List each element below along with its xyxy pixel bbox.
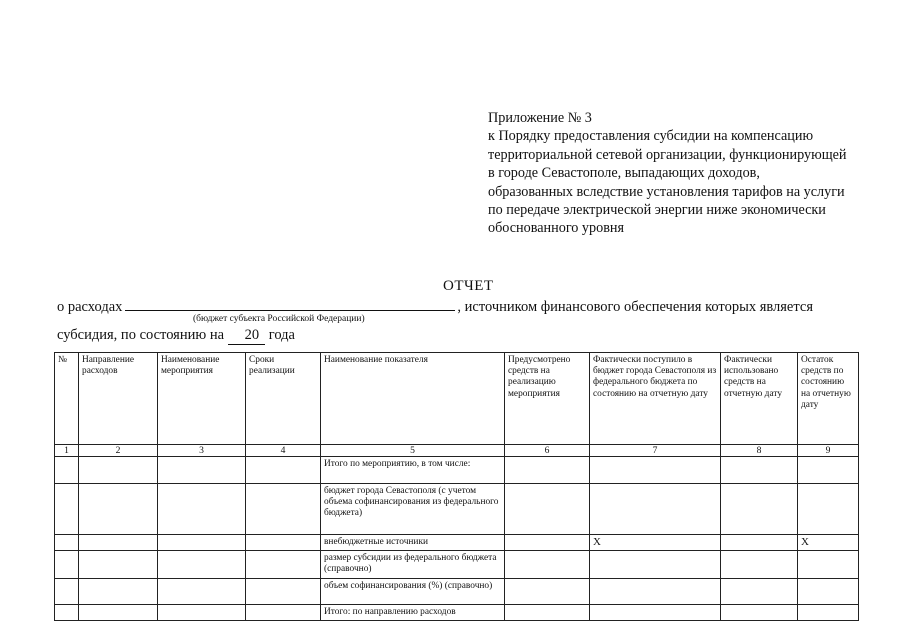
cell-planned: [505, 604, 590, 620]
cell-event-name: [158, 535, 246, 551]
column-number: 1: [55, 445, 79, 457]
appendix-line: территориальной сетевой организации, функционирующей: [488, 146, 847, 163]
report-expenses-line: [57, 296, 887, 316]
report-table: [54, 352, 859, 621]
column-number: 2: [79, 445, 158, 457]
cell-indicator: размер субсидии из федерального бюджета (справочно): [321, 551, 505, 578]
cell-used: [721, 535, 798, 551]
cell-number: [55, 551, 79, 578]
cell-planned: [505, 551, 590, 578]
cell-terms: [246, 578, 321, 604]
cell-planned: [505, 484, 590, 535]
cell-event-name: [158, 578, 246, 604]
column-number: 9: [798, 445, 859, 457]
expenses-prefix: о расходах: [57, 299, 123, 315]
cell-used: [721, 484, 798, 535]
cell-terms: [246, 535, 321, 551]
cell-indicator: объем софинансирования (%) (справочно): [321, 578, 505, 604]
cell-balance: [798, 604, 859, 620]
cell-balance: [798, 484, 859, 535]
table-row: [55, 535, 859, 551]
header-used: Фактически использовано средств на отчетную дату: [721, 353, 798, 445]
cell-direction: [79, 578, 158, 604]
year-suffix: года: [268, 327, 295, 343]
cell-used: [721, 604, 798, 620]
cell-direction: [79, 604, 158, 620]
cell-indicator: Итого по мероприятию, в том числе:: [321, 457, 505, 484]
column-number-row: [55, 445, 859, 457]
cell-received: X: [590, 535, 721, 551]
cell-number: [55, 578, 79, 604]
table-row: [55, 457, 859, 484]
cell-received: [590, 457, 721, 484]
column-number: 8: [721, 445, 798, 457]
appendix-line: образованных вследствие установления тарифов на услуги: [488, 183, 845, 200]
cell-number: [55, 484, 79, 535]
cell-received: [590, 484, 721, 535]
appendix-block: [488, 109, 898, 238]
header-direction: Направление расходов: [79, 353, 158, 445]
expenses-suffix: , источником финансового обеспечения которых является: [457, 299, 813, 315]
cell-indicator: внебюджетные источники: [321, 535, 505, 551]
cell-event-name: [158, 484, 246, 535]
header-planned: Предусмотрено средств на реализацию мероприятия: [505, 353, 590, 445]
header-terms: Сроки реализации: [246, 353, 321, 445]
cell-planned: [505, 578, 590, 604]
year-value: 20: [244, 327, 260, 343]
header-indicator: Наименование показателя: [321, 353, 505, 445]
cell-terms: [246, 604, 321, 620]
appendix-title: Приложение № 3: [488, 110, 592, 126]
column-number: 4: [246, 445, 321, 457]
cell-used: [721, 457, 798, 484]
cell-event-name: [158, 551, 246, 578]
header-balance: Остаток средств по состоянию на отчетную дату: [798, 353, 859, 445]
column-number: 5: [321, 445, 505, 457]
table-row: [55, 551, 859, 578]
cell-balance: [798, 578, 859, 604]
column-number: 6: [505, 445, 590, 457]
cell-used: [721, 551, 798, 578]
appendix-line: по передаче электрической энергии ниже экономически: [488, 202, 826, 219]
appendix-line: к Порядку предоставления субсидии на компенсацию: [488, 128, 814, 145]
cell-terms: [246, 484, 321, 535]
column-number: 7: [590, 445, 721, 457]
header-received: Фактически поступило в бюджет города Севастополя из федерального бюджета по состоянию на отчетную дату: [590, 353, 721, 445]
table-row: [55, 604, 859, 620]
cell-direction: [79, 535, 158, 551]
cell-received: [590, 604, 721, 620]
cell-received: [590, 578, 721, 604]
subsidy-prefix: субсидия, по состоянию на: [57, 327, 225, 343]
table-row: [55, 578, 859, 604]
cell-used: [721, 578, 798, 604]
cell-number: [55, 604, 79, 620]
cell-indicator: Итого: по направлению расходов: [321, 604, 505, 620]
header-event-name: Наименование мероприятия: [158, 353, 246, 445]
table-row: [55, 484, 859, 535]
column-number: 3: [158, 445, 246, 457]
cell-planned: [505, 535, 590, 551]
budget-blank: [125, 296, 455, 311]
year-field: [228, 327, 266, 345]
cell-terms: [246, 551, 321, 578]
appendix-line: обоснованного уровня: [488, 220, 625, 237]
cell-balance: X: [798, 535, 859, 551]
header-number: №: [55, 353, 79, 445]
cell-balance: [798, 551, 859, 578]
cell-planned: [505, 457, 590, 484]
cell-number: [55, 535, 79, 551]
report-title: ОТЧЕТ: [443, 278, 494, 294]
budget-note: (бюджет субъекта Российской Федерации): [193, 314, 365, 324]
cell-indicator: бюджет города Севастополя (с учетом объема софинансирования из федерального бюджета): [321, 484, 505, 535]
cell-balance: [798, 457, 859, 484]
header-row: [55, 353, 859, 445]
cell-event-name: [158, 604, 246, 620]
appendix-line: в городе Севастополе, выпадающих доходов,: [488, 165, 760, 182]
cell-direction: [79, 484, 158, 535]
cell-direction: [79, 551, 158, 578]
cell-number: [55, 457, 79, 484]
report-date-line: [57, 327, 295, 345]
cell-direction: [79, 457, 158, 484]
cell-terms: [246, 457, 321, 484]
cell-received: [590, 551, 721, 578]
cell-event-name: [158, 457, 246, 484]
